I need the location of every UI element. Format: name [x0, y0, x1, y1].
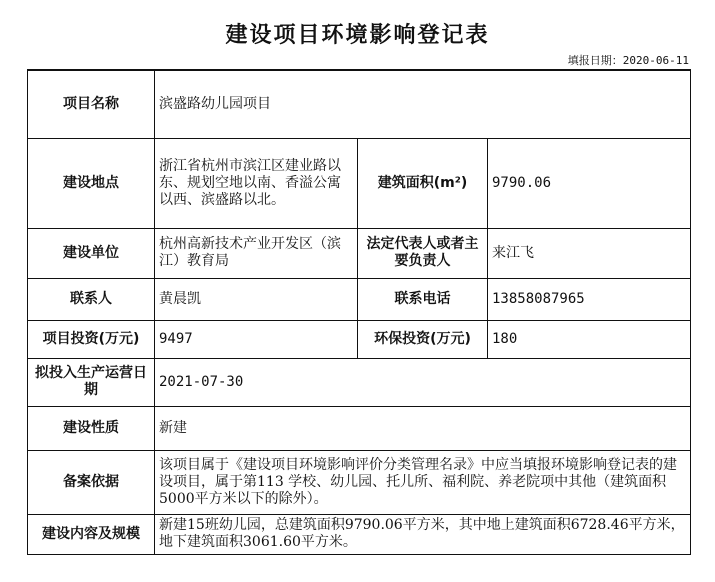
row-project-name [28, 70, 691, 138]
phone-label: 联系电话 [358, 278, 488, 320]
builder-value: 杭州高新技术产业开发区（滨江）教育局 [155, 228, 358, 278]
row-contact [28, 278, 691, 320]
contact-label: 联系人 [28, 278, 155, 320]
form-title: 建设项目环境影响登记表 [225, 23, 490, 48]
nature-value: 新建 [155, 406, 691, 450]
basis-value: 该项目属于《建设项目环境影响评价分类管理名录》中应当填报环境影响登记表的建设项目，属于第113 学校、幼儿园、托儿所、福利院、养老院项中其他（建筑面积5000平方米以下的除外）。 [155, 450, 691, 514]
row-builder [28, 228, 691, 278]
investment-label: 项目投资(万元) [28, 320, 155, 358]
scope-value: 新建15班幼儿园，总建筑面积9790.06平方米，其中地上建筑面积6728.46平方米，地下建筑面积3061.60平方米。 [155, 514, 691, 554]
location-value: 浙江省杭州市滨江区建业路以东、规划空地以南、香溢公寓以西、滨盛路以北。 [155, 138, 358, 228]
row-investment [28, 320, 691, 358]
area-label: 建筑面积(m²) [358, 138, 488, 228]
row-operation-date [28, 358, 691, 406]
builder-label: 建设单位 [28, 228, 155, 278]
contact-value: 黄晨凯 [155, 278, 358, 320]
investment-value: 9497 [155, 320, 358, 358]
location-label: 建设地点 [28, 138, 155, 228]
project-name-label: 项目名称 [28, 70, 155, 138]
row-nature [28, 406, 691, 450]
row-basis [28, 450, 691, 514]
operation-date-value: 2021-07-30 [155, 358, 691, 406]
env-investment-label: 环保投资(万元) [358, 320, 488, 358]
project-name-value: 滨盛路幼儿园项目 [155, 70, 691, 138]
fill-date: 填报日期：2020-06-11 [567, 54, 689, 67]
basis-label: 备案依据 [28, 450, 155, 514]
legal-rep-label: 法定代表人或者主要负责人 [358, 228, 488, 278]
row-location [28, 138, 691, 228]
registration-table [27, 69, 691, 555]
scope-label: 建设内容及规模 [28, 514, 155, 554]
area-value: 9790.06 [488, 138, 691, 228]
row-scope [28, 514, 691, 554]
operation-date-label: 拟投入生产运营日期 [28, 358, 155, 406]
phone-value: 13858087965 [488, 278, 691, 320]
legal-rep-value: 来江飞 [488, 228, 691, 278]
nature-label: 建设性质 [28, 406, 155, 450]
env-investment-value: 180 [488, 320, 691, 358]
